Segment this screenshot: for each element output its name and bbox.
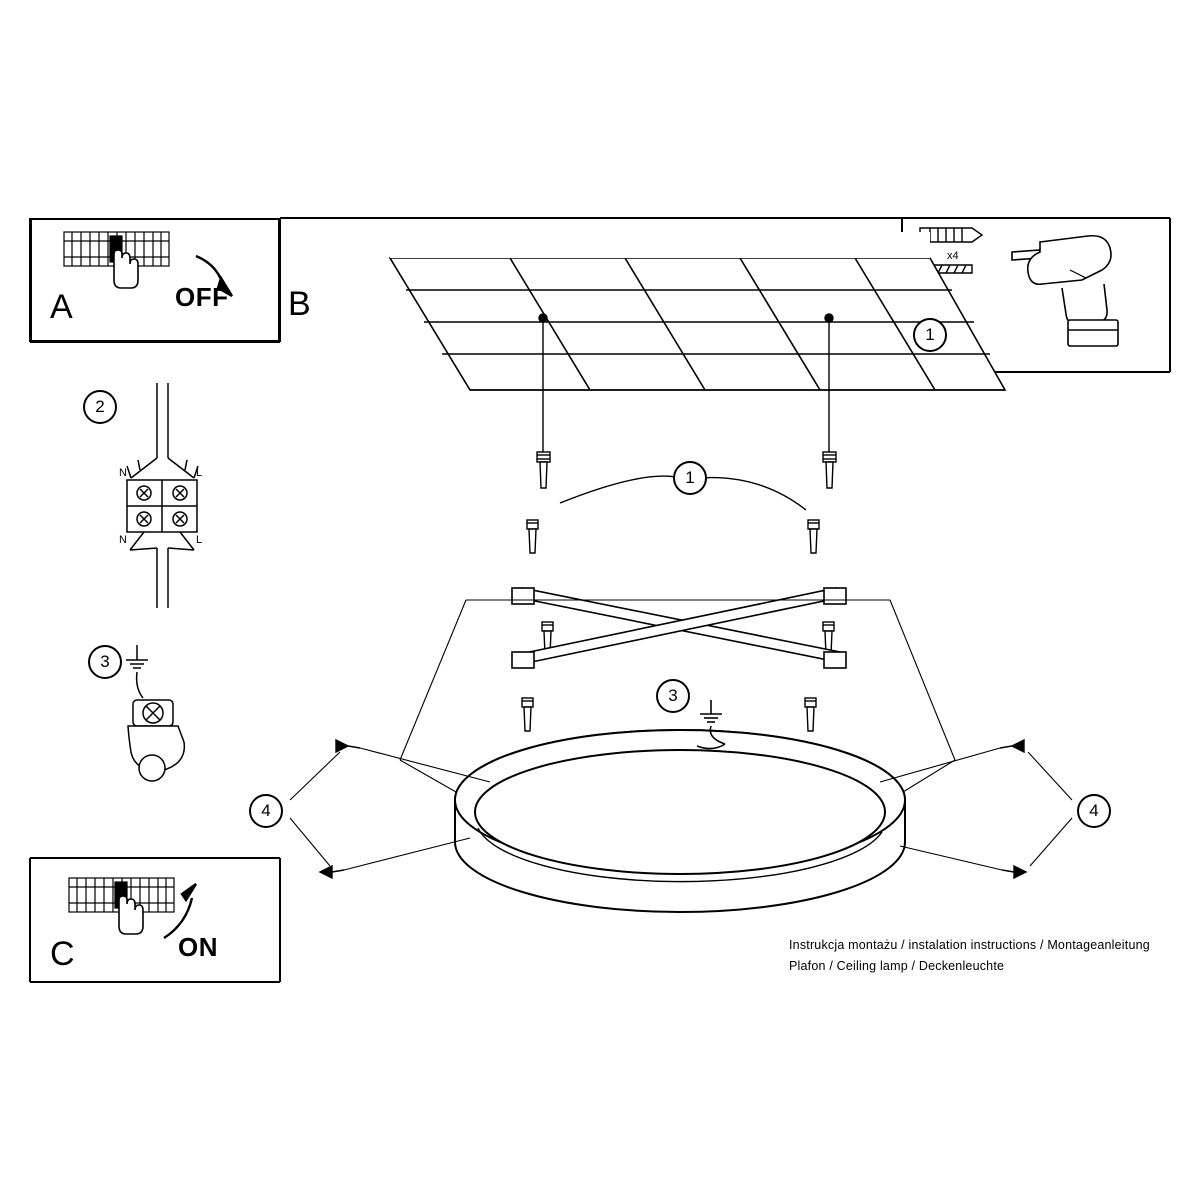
terminal-label-n-top: N [119, 467, 127, 479]
step-a-off-label: OFF [175, 282, 229, 312]
callout-3-left: 3 [88, 645, 122, 679]
ceiling-lamp-body [455, 730, 905, 912]
footer-line-1: Instrukcja montażu / instalation instructions / Montageanleitung [789, 938, 1150, 952]
terminal-label-l-bottom: L [196, 534, 203, 546]
callout-1-top-right: 1 [913, 318, 947, 352]
plug-quantity-label: x4 [947, 250, 959, 262]
drill-icon [1012, 236, 1118, 346]
step-a-letter: A [50, 288, 73, 326]
callout-4-right: 4 [1077, 794, 1111, 828]
terminal-label-l-top: L [196, 467, 203, 479]
callout-2: 2 [83, 390, 117, 424]
step-b-letter: B [288, 285, 311, 323]
callout-1-center: 1 [673, 461, 707, 495]
step-c-letter: C [50, 935, 75, 973]
ceiling-structure [390, 232, 1005, 390]
wire-connector-2-icon [127, 383, 198, 608]
earth-terminal-3-icon [126, 645, 184, 781]
step-c-on-label: ON [178, 932, 218, 962]
callout-4-right [880, 740, 1072, 878]
footer-line-2: Plafon / Ceiling lamp / Deckenleuchte [789, 959, 1005, 973]
terminal-label-n-bottom: N [119, 534, 127, 546]
callout-4-left: 4 [249, 794, 283, 828]
callout-3-center: 3 [656, 679, 690, 713]
